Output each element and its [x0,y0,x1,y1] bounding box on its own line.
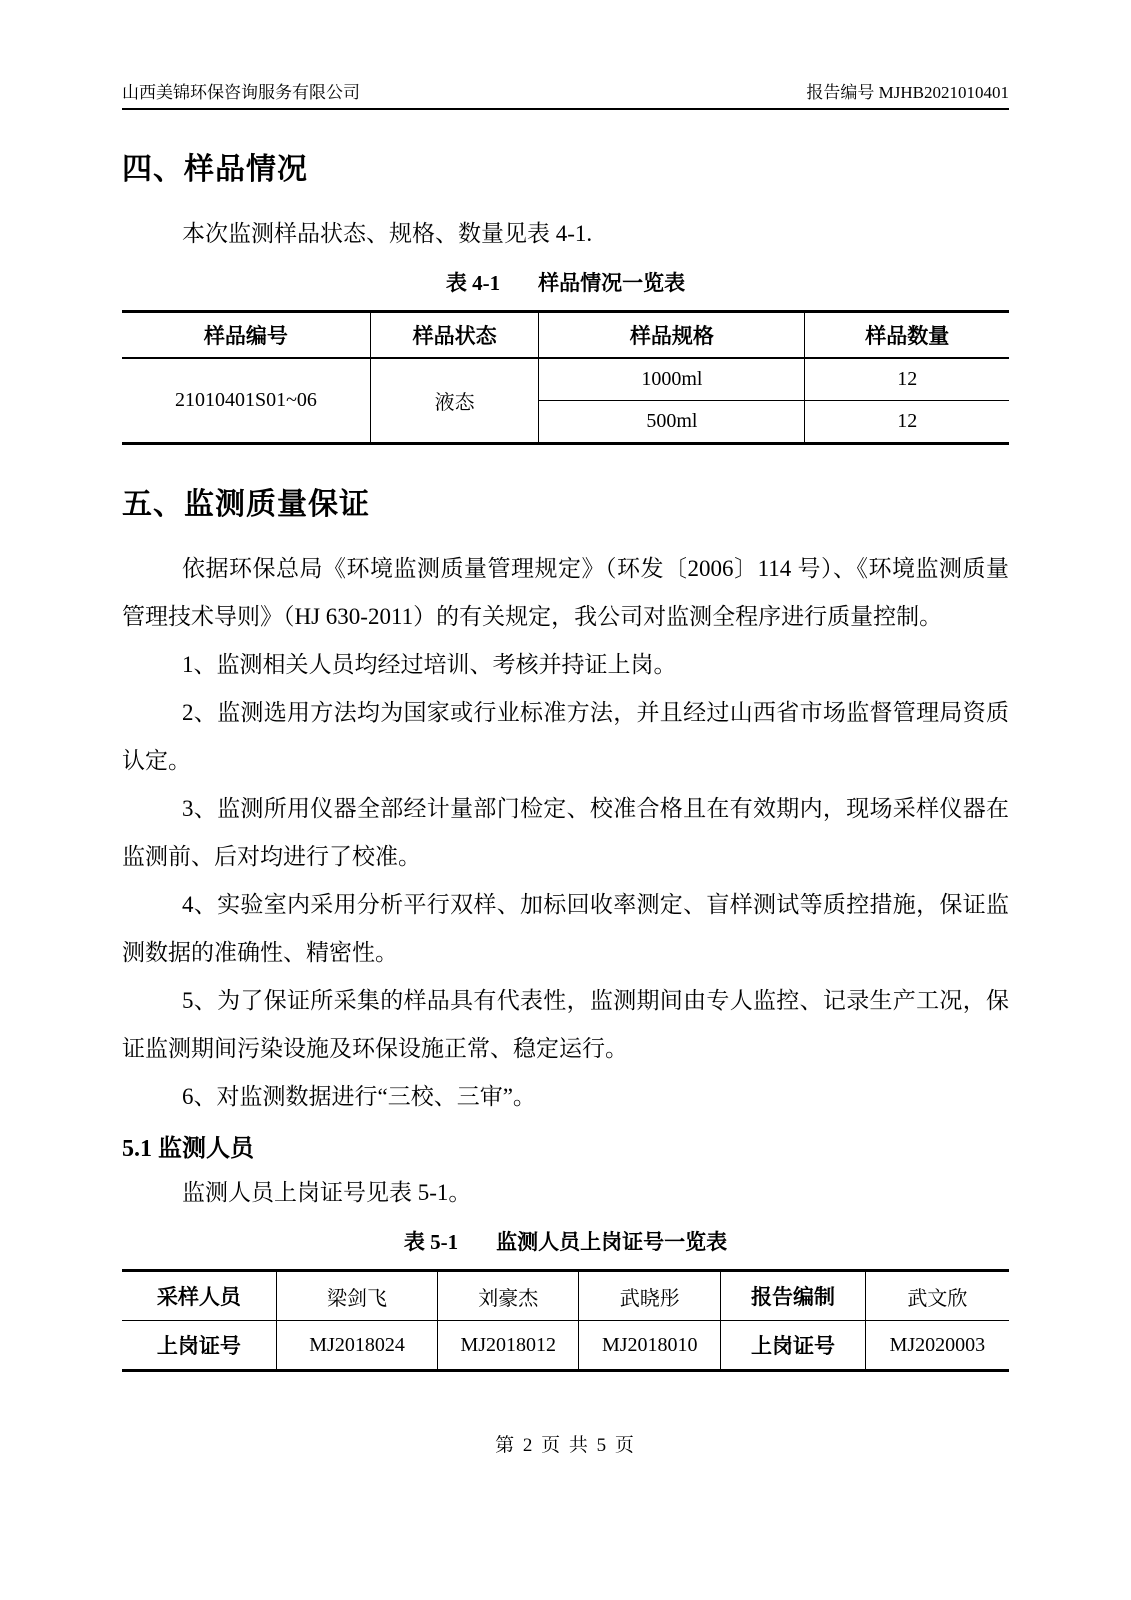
table-4-1-header-row [122,312,1009,358]
table51-caption-title: 监测人员上岗证号一览表 [496,1230,728,1254]
quality-item-5: 5、为了保证所采集的样品具有代表性，监测期间由专人监控、记录生产工况，保证监测期间污染设施及环保设施正常、稳定运行。 [122,988,1009,1061]
col-header-sample-qty: 样品数量 [805,312,1009,358]
cell-cert-3: MJ2018010 [579,1321,721,1371]
col-header-sample-spec: 样品规格 [539,312,805,358]
cell-sampler-label: 采样人员 [122,1271,276,1321]
cell-sample-state: 液态 [370,358,539,444]
cell-spec-2: 500ml [539,401,805,444]
table41-caption-label: 表 4-1 [445,271,501,295]
subsection51-intro: 监测人员上岗证号见表 5-1。 [182,1180,472,1205]
cell-cert-1: MJ2018024 [276,1321,437,1371]
cell-cert-label-2: 上岗证号 [721,1321,866,1371]
cell-cert-2: MJ2018012 [438,1321,579,1371]
table-row [122,358,1009,401]
quality-item-6: 6、对监测数据进行“三校、三审”。 [182,1084,536,1109]
table51-caption-label: 表 5-1 [403,1230,459,1254]
table-4-1 [122,310,1009,445]
table41-caption-title: 样品情况一览表 [538,271,686,295]
table-5-1-row-names [122,1271,1009,1321]
subsection51-title: 5.1 监测人员 [122,1136,254,1162]
table41-caption [122,266,1009,300]
cell-sampler-3: 武晓彤 [579,1271,721,1321]
report-number: 报告编号 MJHB2021010401 [806,83,1009,102]
section5-title: 五、监测质量保证 [122,488,370,521]
page-header [122,78,1009,110]
table-5-1-row-certs [122,1321,1009,1371]
cell-sampler-1: 梁剑飞 [276,1271,437,1321]
section5-paragraph: 依据环保总局《环境监测质量管理规定》（环发〔2006〕114 号）、《环境监测质量管理技术导则》（HJ 630-2011）的有关规定，我公司对监测全程序进行质量控制。 [122,556,1009,629]
col-header-sample-id: 样品编号 [122,312,370,358]
table-5-1 [122,1269,1009,1372]
cell-spec-1: 1000ml [539,358,805,401]
cell-sample-id: 21010401S01~06 [174,388,317,411]
cell-qty-2: 12 [805,401,1009,444]
page-number: 第 2 页 共 5 页 [495,1435,636,1456]
company-name: 山西美锦环保咨询服务有限公司 [122,83,360,102]
cell-qty-1: 12 [805,358,1009,401]
quality-item-4: 4、实验室内采用分析平行双样、加标回收率测定、盲样测试等质控措施，保证监测数据的准确性、精密性。 [122,892,1009,965]
section4-title: 四、样品情况 [122,153,308,186]
cell-sampler-2: 刘豪杰 [438,1271,579,1321]
cell-report-author: 武文欣 [865,1271,1009,1321]
table51-caption [122,1225,1009,1259]
quality-item-3: 3、监测所用仪器全部经计量部门检定、校准合格且在有效期内，现场采样仪器在监测前、后对均进行了校准。 [122,796,1009,869]
cell-cert-label: 上岗证号 [156,1334,241,1358]
col-header-sample-state: 样品状态 [370,312,539,358]
quality-item-1: 1、监测相关人员均经过培训、考核并持证上岗。 [182,652,677,677]
cell-report-author-label: 报告编制 [721,1271,866,1321]
cell-cert-4: MJ2020003 [865,1321,1009,1371]
section4-intro: 本次监测样品状态、规格、数量见表 4-1. [182,221,593,246]
quality-item-2: 2、监测选用方法均为国家或行业标准方法，并且经过山西省市场监督管理局资质认定。 [122,700,1009,773]
